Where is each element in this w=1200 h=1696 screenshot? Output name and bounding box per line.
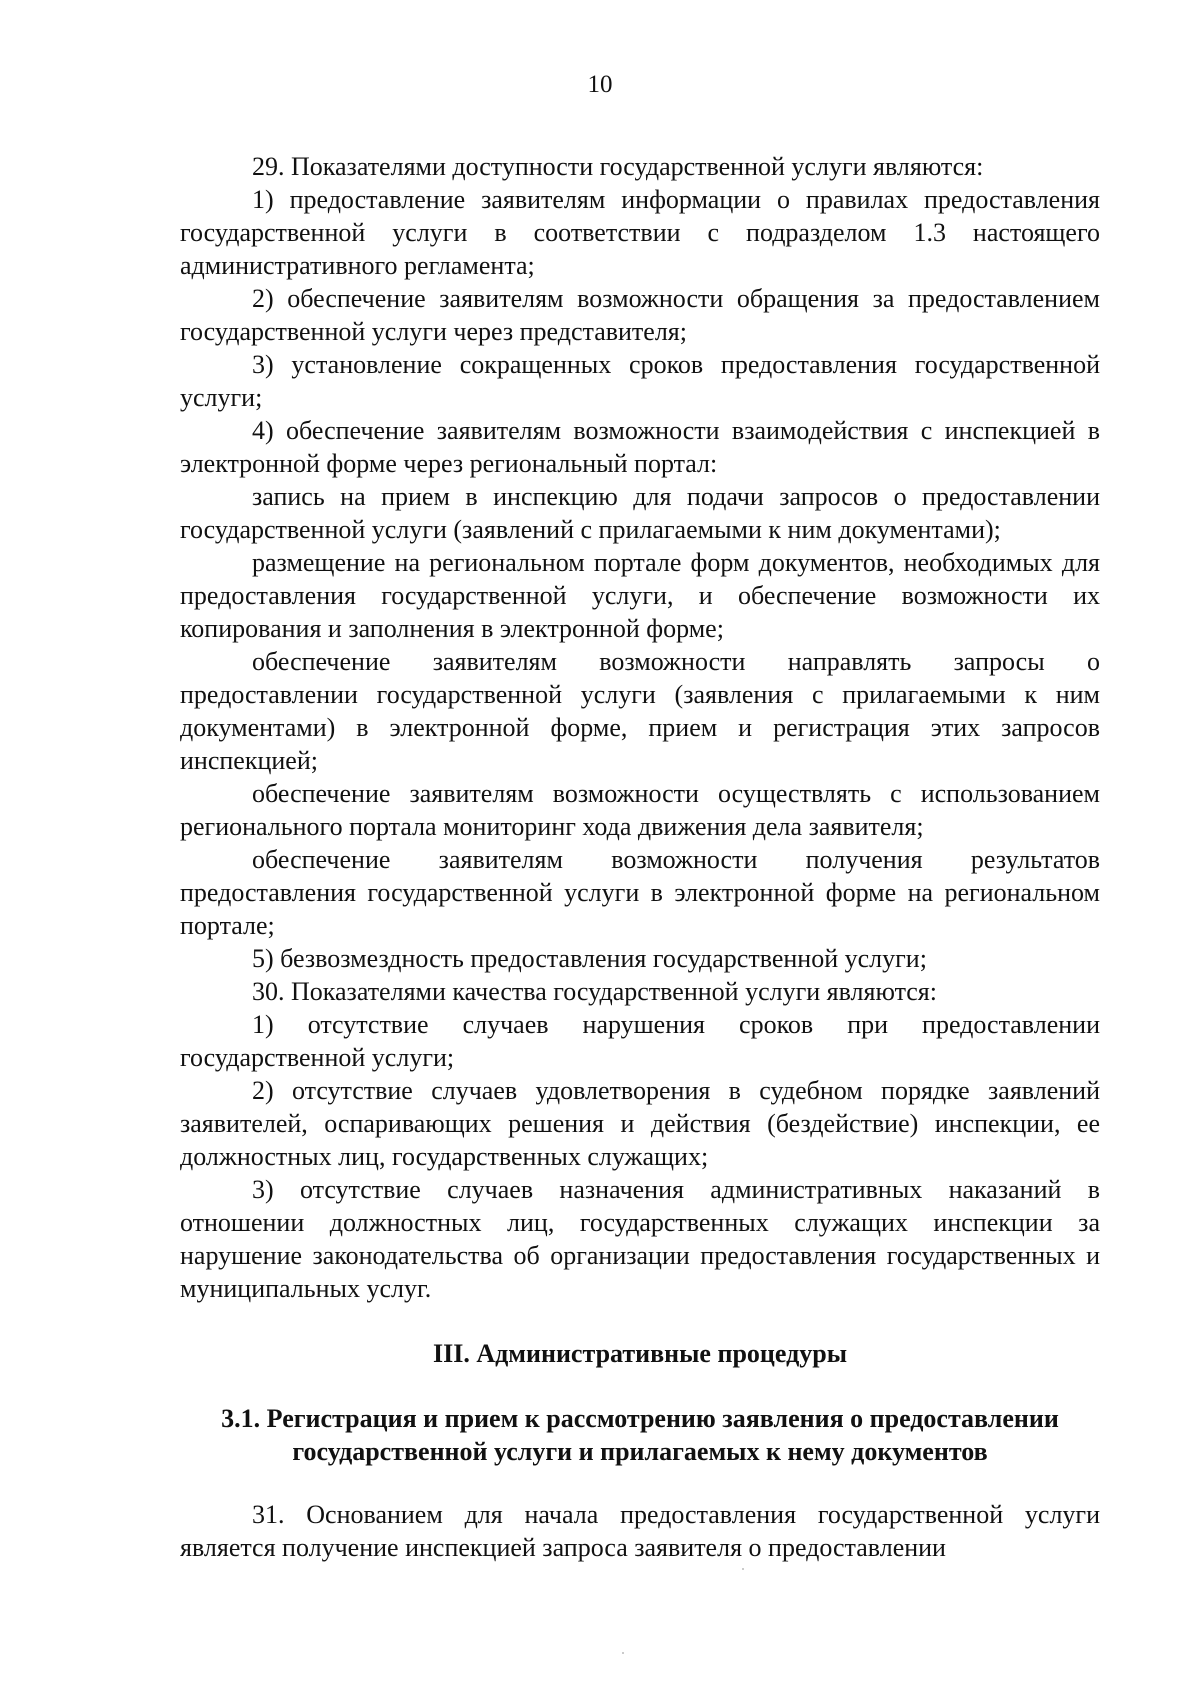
subsection-heading <box>180 1402 1100 1468</box>
subsection-heading-line-2: государственной услуги и прилагаемых к нему документов <box>292 1437 988 1466</box>
paragraph: запись на прием в инспекцию для подачи запросов о предоставлении государственной услуги (заявлений с прилагаемыми к ним документами); <box>180 482 1100 544</box>
paragraph: 3) отсутствие случаев назначения административных наказаний в отношении должностных лиц, государственных служащих инспекции за нарушение законодательства об организации предоставления государственных и муниципальных услуг. <box>180 1175 1100 1303</box>
paragraph: 5) безвозмездность предоставления государственной услуги; <box>252 944 927 973</box>
paragraph: размещение на региональном портале форм документов, необходимых для предоставления государственной услуги, и обеспечение возможности их копирования и заполнения в электронной форме; <box>180 548 1100 643</box>
paragraph: 1) предоставление заявителям информации о правилах предоставления государственной услуги в соответствии с подразделом 1.3 настоящего административного регламента; <box>180 185 1100 280</box>
paragraph: обеспечение заявителям возможности получения результатов предоставления государственной услуги в электронной форме на региональном портале; <box>180 845 1100 940</box>
paragraph: 1) отсутствие случаев нарушения сроков при предоставлении государственной услуги; <box>180 1010 1100 1072</box>
paragraph: 30. Показателями качества государственной услуги являются: <box>252 977 937 1006</box>
paragraph: 29. Показателями доступности государственной услуги являются: <box>252 152 984 181</box>
section-heading: III. Административные процедуры <box>433 1339 847 1368</box>
paragraph: 4) обеспечение заявителям возможности взаимодействия с инспекцией в электронной форме через региональный портал: <box>180 416 1100 478</box>
page-number: 10 <box>587 71 613 98</box>
scan-speck <box>742 1568 744 1570</box>
paragraph: обеспечение заявителям возможности направлять запросы о предоставлении государственной услуги (заявления с прилагаемыми к ним документами) в электронной форме, прием и регистрация этих запросов инспекцией; <box>180 647 1100 775</box>
paragraph: обеспечение заявителям возможности осуществлять с использованием регионального портала мониторинг хода движения дела заявителя; <box>180 779 1100 841</box>
document-body <box>180 150 1100 1564</box>
subsection-heading-line-1: 3.1. Регистрация и прием к рассмотрению заявления о предоставлении <box>221 1404 1059 1433</box>
paragraph: 3) установление сокращенных сроков предоставления государственной услуги; <box>180 350 1100 412</box>
scan-speck <box>622 1652 624 1654</box>
paragraph: 2) отсутствие случаев удовлетворения в судебном порядке заявлений заявителей, оспаривающих решения и действия (бездействие) инспекции, ее должностных лиц, государственных служащих; <box>180 1076 1100 1171</box>
paragraph: 31. Основанием для начала предоставления государственной услуги является получение инспекцией запроса заявителя о предоставлении <box>180 1500 1100 1562</box>
paragraph: 2) обеспечение заявителям возможности обращения за предоставлением государственной услуги через представителя; <box>180 284 1100 346</box>
